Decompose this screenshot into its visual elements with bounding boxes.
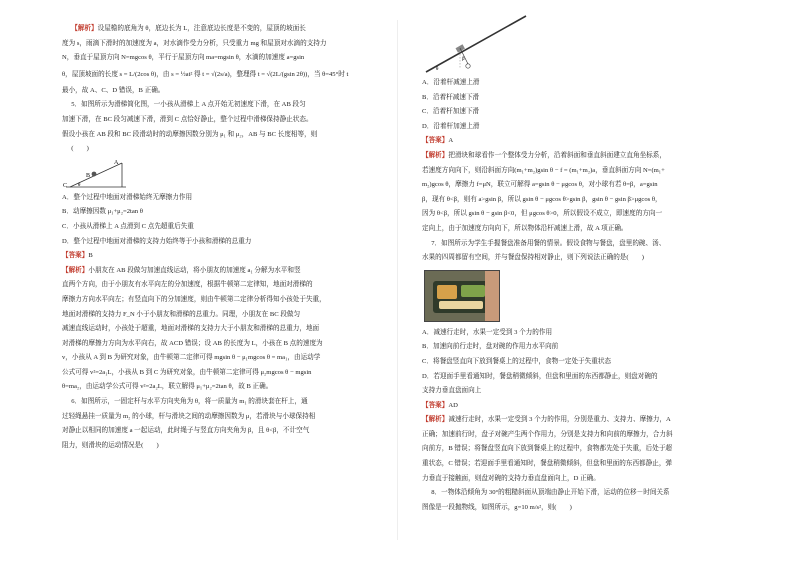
fig-label-theta: θ	[78, 182, 81, 188]
option-c: C．将餐盘竖直向下放到餐桌上的过程中，食物一定处于失重状态	[422, 357, 612, 365]
text: 设屋檐的底角为 θ，底边长为 L，注意底边长度是不变的，屋顶的坡面长	[97, 25, 306, 32]
column-divider	[397, 20, 398, 540]
right-column	[422, 6, 744, 515]
fig-label-beta: β	[462, 57, 465, 62]
fig-label-theta: θ	[436, 67, 439, 72]
explanation-line: β，现有 θ<β，则有 a>gsin β，所以 gsin θ − μgcos θ>gsin β，gsin θ − gsin β>μgcos θ，	[422, 195, 662, 203]
rod-line	[426, 16, 526, 72]
paragraph-line	[62, 22, 360, 37]
ball-icon	[466, 64, 470, 68]
answer-line	[62, 249, 360, 264]
explanation-line: 因为 θ<β，所以 gsin θ − gsin β<0，但 μgcos θ>0，所以假设不成立，即速度的方向一	[422, 210, 663, 218]
answer-tag: 【答案】	[422, 137, 449, 145]
slide-figure	[62, 157, 360, 191]
explanation-line: 减速直线运动时，小孩处于超重，地面对滑梯的支持力大于小朋友和滑梯的总重力，地面	[62, 325, 320, 333]
meal-tray-photo	[424, 270, 500, 322]
question-7-line: 水果的四周都留有空间，并与餐盘保持相对静止，则下列说法正确的是( )	[422, 254, 644, 262]
explanation-line: 公式可得 v²=2a₁L，小孩从 B 到 C 为研究对象，由牛顿第二定律可得 μ₂mgcos θ − mgsin	[62, 368, 312, 376]
food-shape	[437, 285, 457, 299]
fig-label-c: C	[63, 182, 68, 189]
question-5-line: 加速下滑，在 BC 段匀减速下滑，滑到 C 点恰好静止，整个过程中滑梯保持静止状态。	[62, 115, 313, 123]
rod-figure	[422, 6, 744, 76]
question-8-line: 8．一物体沿倾角为 30°的粗糙斜面从顶端由静止开始下滑，运动的位移－时间关系	[431, 489, 670, 497]
explanation-line	[422, 413, 744, 428]
analysis-tag: 【解析】	[422, 151, 449, 159]
explanation-line: v，小孩从 A 到 B 为研究对象，由牛顿第二定律可得 mgsin θ − μ₁mgcos θ = ma₁，由运动学	[62, 354, 321, 362]
child-icon	[92, 171, 97, 176]
option-a: A．沿着杆减速上滑	[422, 79, 480, 86]
question-6-line: 阻力，则滑块的运动情况是( )	[62, 441, 159, 449]
explanation-line: 对滑梯的摩擦力方向为水平向右，故 ACD 错误；设 AB 的长度为 L，小孩在 B 点的速度为	[62, 339, 323, 347]
option-a: A．减速行走时，水果一定受到 3 个力的作用	[422, 328, 553, 336]
text: 把滑块和球看作一个整体受力分析，沿着斜面和垂直斜面建立直角坐标系，	[448, 151, 666, 159]
option-b: B．动摩擦因数 μ₁+μ₂=2tan θ	[62, 208, 143, 216]
explanation-line: 直两个方向，由于小朋友有水平向左的分加速度，根据牛顿第二定律知，地面对滑梯的	[62, 281, 313, 289]
answer-tag: 【答案】	[422, 401, 449, 409]
explanation-line: m₂)gcos θ，摩擦力 f=μN，联立可解得 a=gsin θ − μgcos θ，对小球有若 θ=β，a=gsin	[422, 181, 658, 189]
explanation-line	[422, 149, 744, 164]
option-d: D．若迎面手里看通知时，餐盘稍微倾斜，但盘和里面的东西都静止，则盘对碗的	[422, 372, 658, 380]
option-d: D．整个过程中地面对滑梯的支持力始终等于小孩和滑梯的总重力	[62, 237, 252, 245]
left-column	[62, 22, 360, 453]
text: 减速行走时，水果一定受到 3 个力的作用，分别是重力、支持力、摩擦力，A	[448, 416, 671, 424]
analysis-tag: 【解析】	[422, 416, 449, 424]
hand-shape	[485, 271, 500, 321]
question-7-line: 7．如图所示为学生手握餐盘准备用餐的情景。假设食物与餐盘，盘里的碗、汤、	[431, 239, 666, 247]
analysis-tag: 【解析】	[62, 266, 89, 274]
analysis-tag: 【解析】	[71, 25, 98, 32]
question-5-line: 假设小孩在 AB 段和 BC 段滑动时的动摩擦因数分别为 μ₁ 和 μ₂，AB 与 BC 长度相等，则	[62, 130, 318, 138]
question-6-line: 过轻绳悬挂一质量为 m₂ 的小球，杆与滑块之间的动摩擦因数为 μ，若滑块与小球保持相	[62, 412, 316, 420]
answer-line	[422, 134, 744, 149]
food-shape	[439, 301, 483, 309]
explanation-line: 摩擦力方向水平向左；有竖直向下的分加速度，则由牛顿第二定律分析得知小孩处于失重，	[62, 295, 326, 303]
explanation-line: 地面对滑梯的支持力 F_N 小于小朋友和滑梯的总重力。同理，小朋友在 BC 段做匀	[62, 310, 301, 318]
explanation-line: 正确；加速前行时，盘子对碗产生两个作用力，分别是支持力和向前的摩擦力，合力斜	[422, 430, 673, 438]
option-b: B．沿着杆减速下滑	[422, 93, 480, 101]
fig-label-b: B	[86, 172, 91, 179]
explanation-line: θ=ma₂，由运动学公式可得 v²=2a₂L，联立解得 μ₁+μ₂=2tan θ，故 B 正确。	[62, 383, 273, 391]
fig-label-a: A	[114, 159, 119, 166]
explanation-line: 力垂直于接触面，则盘对碗的支持力垂直盘面向上，D 正确。	[422, 474, 600, 482]
explanation-line: 若速度方向向下，则沿斜面方向(m₁+m₂)gsin θ − f = (m₁+m₂)a，垂直斜面方向 N=(m₁+	[422, 166, 665, 174]
question-6-line: 6．如图所示，一固定杆与水平方向夹角为 θ，将一质量为 m₁ 的滑块套在杆上，通	[71, 398, 308, 406]
explanation-line: 定向上，由于加速度方向向下，所以物体沿杆减速上滑，故 A 项正确。	[422, 224, 628, 232]
text: 小朋友在 AB 段做匀加速直线运动，将小朋友的加速度 a₁ 分解为水平和竖	[88, 266, 301, 274]
answer-tag: 【答案】	[62, 252, 89, 260]
explanation-line: 重状态，C 错误；若迎面手里看通知时，餐盘稍微倾斜，但盘和里面的东西都静止，弹	[422, 460, 673, 468]
question-8-line: 图像是一段抛物线，如图所示，g=10 m/s²，则( )	[422, 503, 572, 511]
question-5-line: 5．如图所示为滑梯简化图，一小孩从滑梯上 A 点开始无初速度下滑，在 AB 段匀	[71, 101, 306, 109]
option-c: C．小孩从滑梯上 A 点滑到 C 点先超重后失重	[62, 222, 194, 230]
explanation-line	[62, 264, 360, 279]
explanation-line: 向前方，B 错误；将餐盘竖直向下放到餐桌上的过程中，食物都先处于失重，后处于超	[422, 445, 673, 453]
option-b: B．加速向前行走时，盘对碗的作用力水平向前	[422, 343, 559, 351]
answer-value: B	[88, 252, 93, 260]
answer-value: AD	[448, 401, 458, 409]
question-6-line: 对静止以相同的加速度 a 一起运动，此时绳子与竖直方向夹角为 β，且 θ<β，不计空气	[62, 427, 310, 435]
paragraph-line: 最小，故 A、C、D 错误，B 正确。	[62, 86, 165, 94]
option-c: C．沿着杆加速下滑	[422, 108, 480, 116]
food-shape	[461, 285, 485, 297]
paragraph-line: N，垂直于屋顶方向 N=mgcos θ，平行于屋顶方向 ma=mgsin θ，水滴的加速度 a=gsin	[62, 54, 305, 62]
answer-line	[422, 399, 744, 414]
option-d-cont: 支持力垂直盘面向上	[422, 387, 482, 395]
paragraph-line: 度为 s，雨滴下滑时的加速度为 a，对水滴作受力分析，只受重力 mg 和屋顶对水滴的支持力	[62, 39, 327, 47]
slide-diagram	[62, 157, 132, 191]
answer-value: A	[448, 137, 454, 145]
question-5-paren: ( )	[71, 145, 89, 153]
option-d: D．沿着杆加速上滑	[422, 122, 480, 130]
rod-diagram	[422, 6, 532, 76]
option-a: A．整个过程中地面对滑梯始终无摩擦力作用	[62, 193, 193, 201]
formula-line: θ，屋顶坡面的长度 s = L/(2cos θ)，由 s = ½at² 得 t = √(2s/a)，整理得 t = √(2L/(gsin 2θ))，当 θ=45°时 t	[62, 70, 349, 78]
